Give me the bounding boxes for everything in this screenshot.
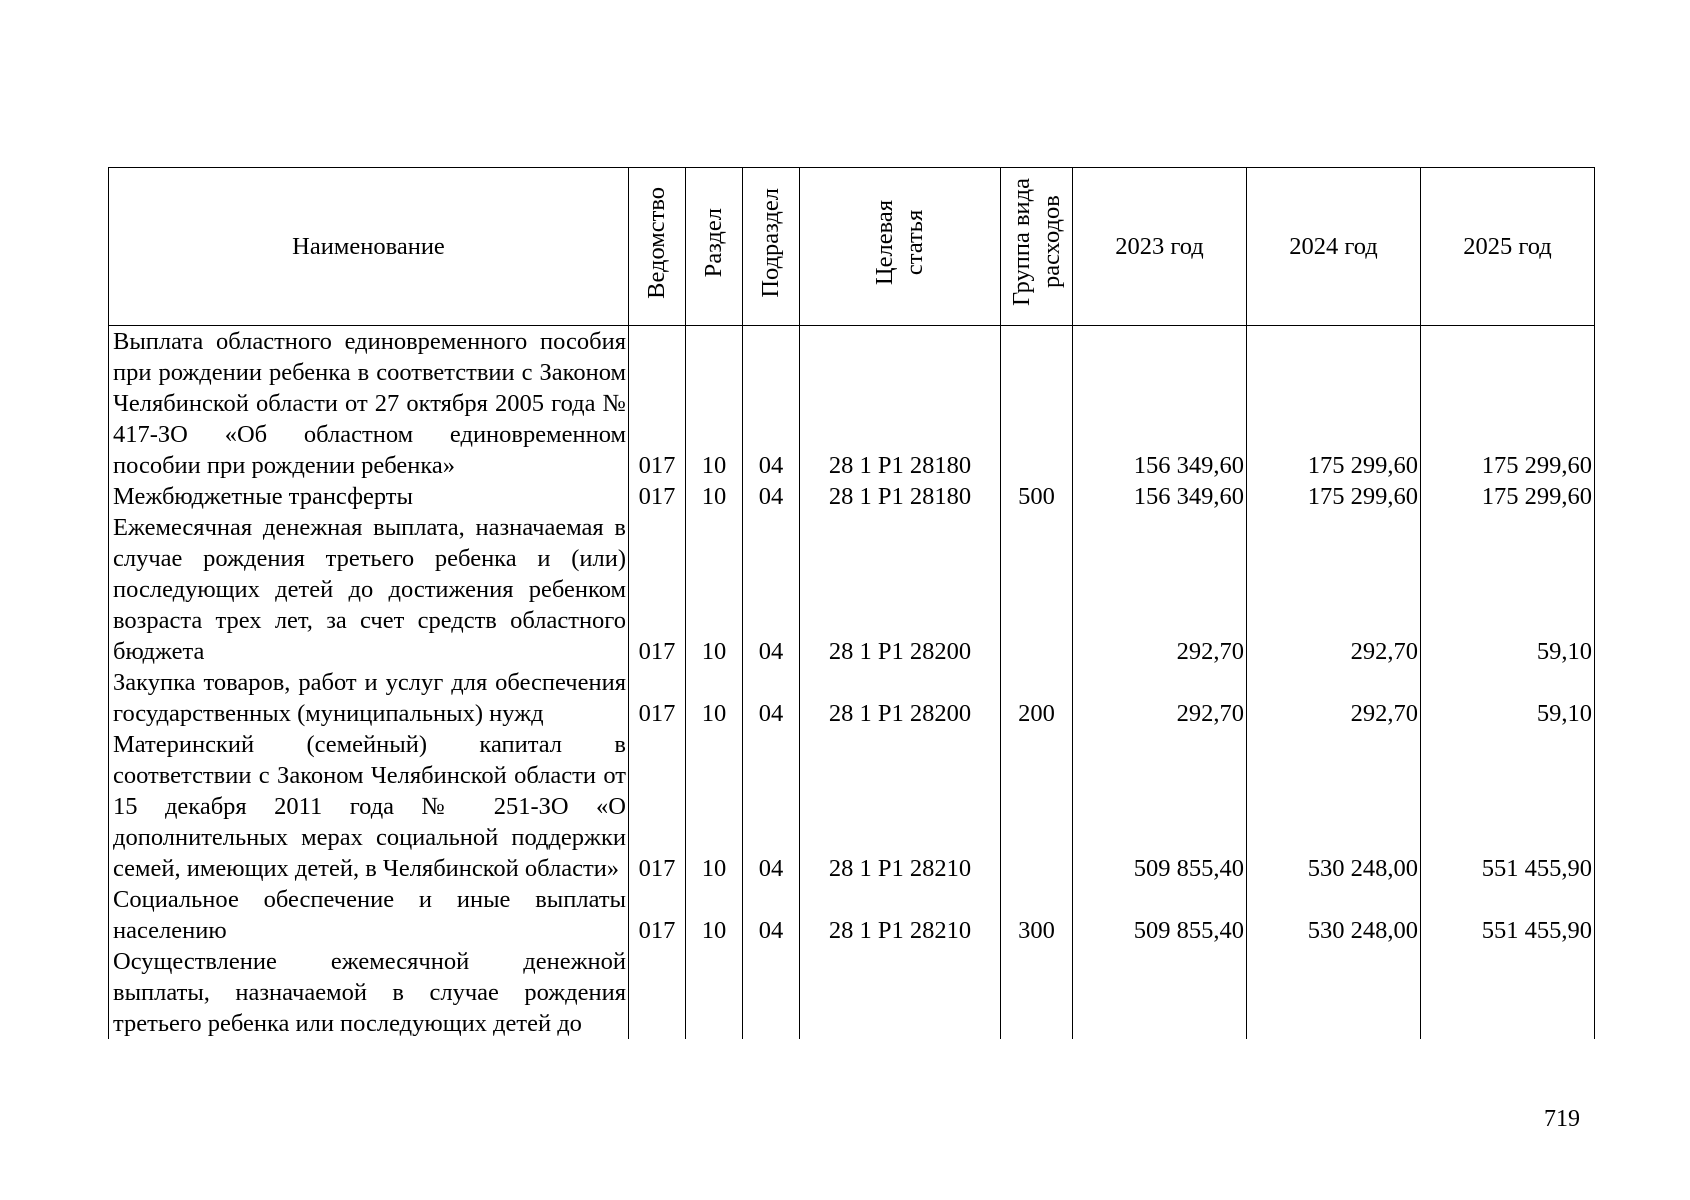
row-amount-2025: 551 455,90	[1421, 729, 1595, 884]
row-target-article: 28 1 P1 28200	[800, 512, 1001, 667]
row-expense-group: 500	[1001, 481, 1073, 512]
row-name: Материнский (семейный) капитал в соответствии с Законом Челябинской области от 15 декабря 2011 года № 251-ЗО «О дополнительных мерах социальной поддержки семей, имеющих детей, в Челябинской области»	[109, 729, 629, 884]
header-target-article: Целевая статья	[800, 168, 1001, 326]
table-row	[109, 326, 1595, 482]
row-section: 10	[686, 667, 743, 729]
row-target-article: 28 1 P1 28180	[800, 481, 1001, 512]
row-subsection: 04	[743, 512, 800, 667]
row-department: 017	[629, 512, 686, 667]
header-year-2024: 2024 год	[1247, 168, 1421, 326]
row-amount-2024	[1247, 946, 1421, 1039]
row-target-article: 28 1 P1 28200	[800, 667, 1001, 729]
row-expense-group	[1001, 326, 1073, 482]
row-amount-2023: 292,70	[1073, 512, 1247, 667]
row-amount-2025: 59,10	[1421, 512, 1595, 667]
table-header-row	[109, 168, 1595, 326]
row-amount-2025	[1421, 946, 1595, 1039]
header-name: Наименование	[109, 168, 629, 326]
row-target-article: 28 1 P1 28210	[800, 884, 1001, 946]
row-subsection: 04	[743, 667, 800, 729]
row-subsection: 04	[743, 326, 800, 482]
row-department: 017	[629, 884, 686, 946]
row-department: 017	[629, 667, 686, 729]
row-section: 10	[686, 729, 743, 884]
row-name: Ежемесячная денежная выплата, назначаемая в случае рождения третьего ребенка и (или) последующих детей до достижения ребенком возраста трех лет, за счет средств областного бюджета	[109, 512, 629, 667]
header-year-2025: 2025 год	[1421, 168, 1595, 326]
row-name: Выплата областного единовременного пособия при рождении ребенка в соответствии с Законом Челябинской области от 27 октября 2005 года № 417-ЗО «Об областном единовременном пособии при рождении ребенка»	[109, 326, 629, 482]
row-expense-group: 200	[1001, 667, 1073, 729]
row-target-article: 28 1 P1 28180	[800, 326, 1001, 482]
row-subsection: 04	[743, 884, 800, 946]
row-section	[686, 946, 743, 1039]
header-subsection: Подраздел	[743, 168, 800, 326]
row-department	[629, 946, 686, 1039]
row-amount-2025: 175 299,60	[1421, 326, 1595, 482]
row-amount-2023: 156 349,60	[1073, 326, 1247, 482]
row-amount-2023: 292,70	[1073, 667, 1247, 729]
row-subsection	[743, 946, 800, 1039]
row-amount-2024: 530 248,00	[1247, 884, 1421, 946]
row-amount-2024: 175 299,60	[1247, 481, 1421, 512]
row-amount-2024: 530 248,00	[1247, 729, 1421, 884]
table-row	[109, 946, 1595, 1039]
row-expense-group	[1001, 512, 1073, 667]
row-expense-group	[1001, 946, 1073, 1039]
table-row	[109, 729, 1595, 884]
header-department: Ведомство	[629, 168, 686, 326]
table-row	[109, 512, 1595, 667]
budget-table	[108, 167, 1595, 1039]
header-expense-group: Группа вида расходов	[1001, 168, 1073, 326]
header-year-2023: 2023 год	[1073, 168, 1247, 326]
page-number: 719	[1544, 1106, 1580, 1132]
row-section: 10	[686, 512, 743, 667]
row-section: 10	[686, 481, 743, 512]
header-section: Раздел	[686, 168, 743, 326]
table-row	[109, 884, 1595, 946]
row-amount-2023: 509 855,40	[1073, 729, 1247, 884]
row-subsection: 04	[743, 481, 800, 512]
row-target-article: 28 1 P1 28210	[800, 729, 1001, 884]
row-amount-2024: 292,70	[1247, 667, 1421, 729]
row-name: Осуществление ежемесячной денежной выплаты, назначаемой в случае рождения третьего ребенка или последующих детей до	[109, 946, 629, 1039]
row-section: 10	[686, 884, 743, 946]
table-row	[109, 667, 1595, 729]
row-amount-2025: 551 455,90	[1421, 884, 1595, 946]
row-target-article	[800, 946, 1001, 1039]
row-name: Социальное обеспечение и иные выплаты населению	[109, 884, 629, 946]
row-amount-2025: 59,10	[1421, 667, 1595, 729]
row-amount-2024: 175 299,60	[1247, 326, 1421, 482]
row-amount-2023: 509 855,40	[1073, 884, 1247, 946]
row-expense-group: 300	[1001, 884, 1073, 946]
row-department: 017	[629, 729, 686, 884]
row-department: 017	[629, 326, 686, 482]
row-expense-group	[1001, 729, 1073, 884]
row-department: 017	[629, 481, 686, 512]
row-subsection: 04	[743, 729, 800, 884]
row-amount-2023	[1073, 946, 1247, 1039]
row-amount-2024: 292,70	[1247, 512, 1421, 667]
table-row	[109, 481, 1595, 512]
row-name: Межбюджетные трансферты	[109, 481, 629, 512]
row-amount-2025: 175 299,60	[1421, 481, 1595, 512]
row-section: 10	[686, 326, 743, 482]
row-amount-2023: 156 349,60	[1073, 481, 1247, 512]
row-name: Закупка товаров, работ и услуг для обеспечения государственных (муниципальных) нужд	[109, 667, 629, 729]
